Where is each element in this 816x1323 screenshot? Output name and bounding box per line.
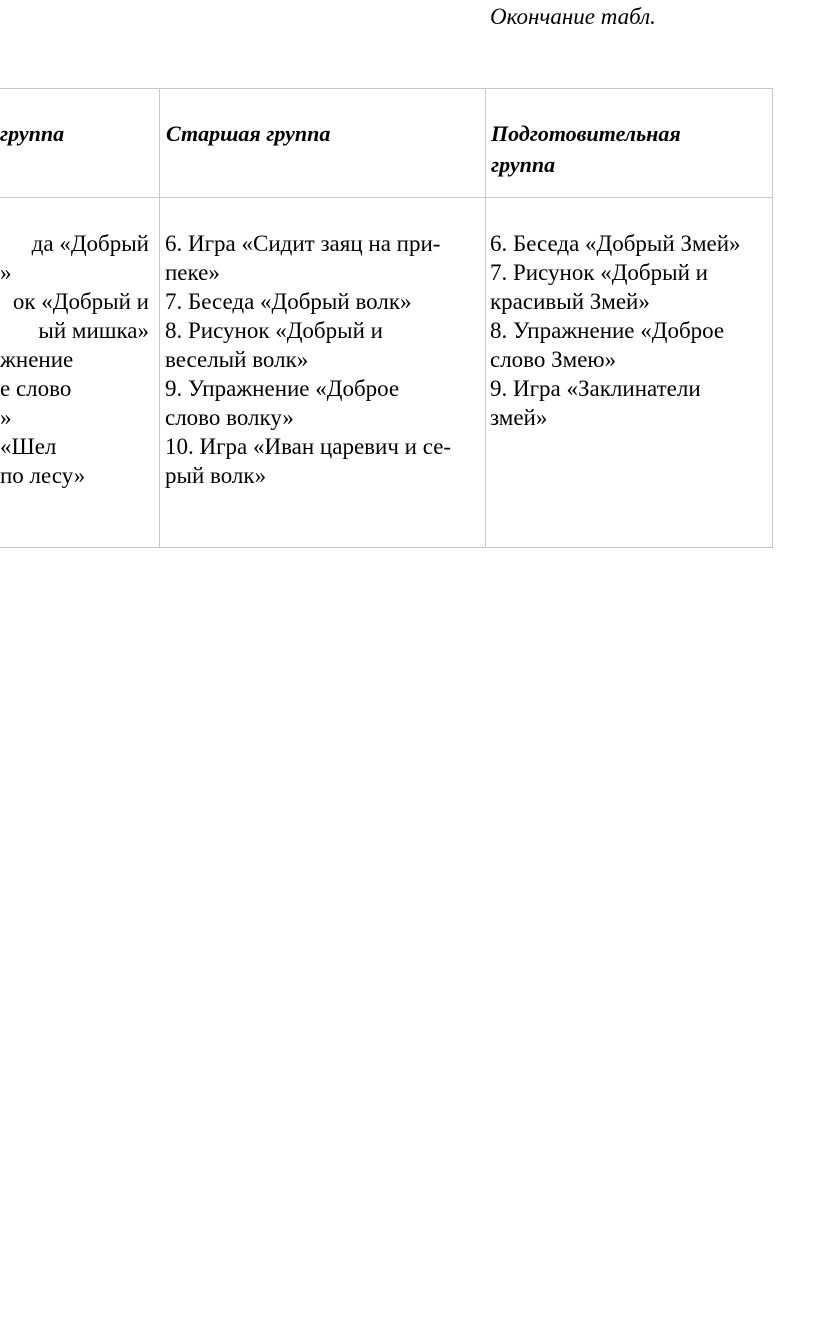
col1-line: ок «Добрый и — [12, 289, 149, 314]
col2-line: 8. Рисунок «Добрый и — [165, 318, 383, 343]
col3-line: змей» — [490, 405, 548, 430]
col1-line: да «Добрый — [31, 231, 149, 256]
header-col3-line: группа — [491, 152, 556, 177]
table-continuation-caption: Окончание табл. — [490, 4, 656, 29]
col3-line: 8. Упражнение «Доброе — [490, 318, 725, 343]
col2-line: 6. Игра «Сидит заяц на при- — [165, 231, 441, 256]
col2-line: 9. Упражнение «Доброе — [165, 376, 400, 401]
col2-line: 7. Беседа «Добрый волк» — [165, 289, 412, 314]
column-divider — [159, 89, 160, 547]
header-col3-line: Подготовительная — [491, 121, 681, 146]
col1-line: » — [0, 405, 12, 430]
col1-line: » — [0, 260, 12, 285]
col3-line: красивый Змей» — [490, 289, 650, 314]
col3-line: 9. Игра «Заклинатели — [490, 376, 701, 401]
col2-line: пеке» — [165, 260, 220, 285]
col1-line: «Шел — [0, 434, 57, 459]
body-cell-col1 — [0, 229, 149, 490]
header-cell-senior-group — [166, 118, 481, 149]
header-cell-preparatory-group — [491, 118, 771, 180]
header-col2-line: Старшая группа — [166, 121, 331, 146]
col2-line: слово волку» — [165, 405, 294, 430]
col2-line: веселый волк» — [165, 347, 309, 372]
col3-line: 6. Беседа «Добрый Змей» — [490, 231, 741, 256]
header-col1-line: группа — [0, 121, 65, 146]
col2-line: рый волк» — [165, 463, 267, 488]
body-cell-preparatory-group — [490, 229, 772, 432]
col3-line: слово Змею» — [490, 347, 617, 372]
col1-line: по лесу» — [0, 463, 86, 488]
col3-line: 7. Рисунок «Добрый и — [490, 260, 708, 285]
col2-line: 10. Игра «Иван царевич и се- — [165, 434, 452, 459]
col1-line: ый мишка» — [38, 318, 149, 343]
header-cell-col1 — [0, 118, 155, 149]
body-cell-senior-group — [165, 229, 483, 490]
header-divider — [0, 197, 772, 198]
col1-line: е слово — [0, 376, 72, 401]
column-divider — [485, 89, 486, 547]
program-table — [0, 88, 773, 548]
col1-line: жнение — [0, 347, 74, 372]
